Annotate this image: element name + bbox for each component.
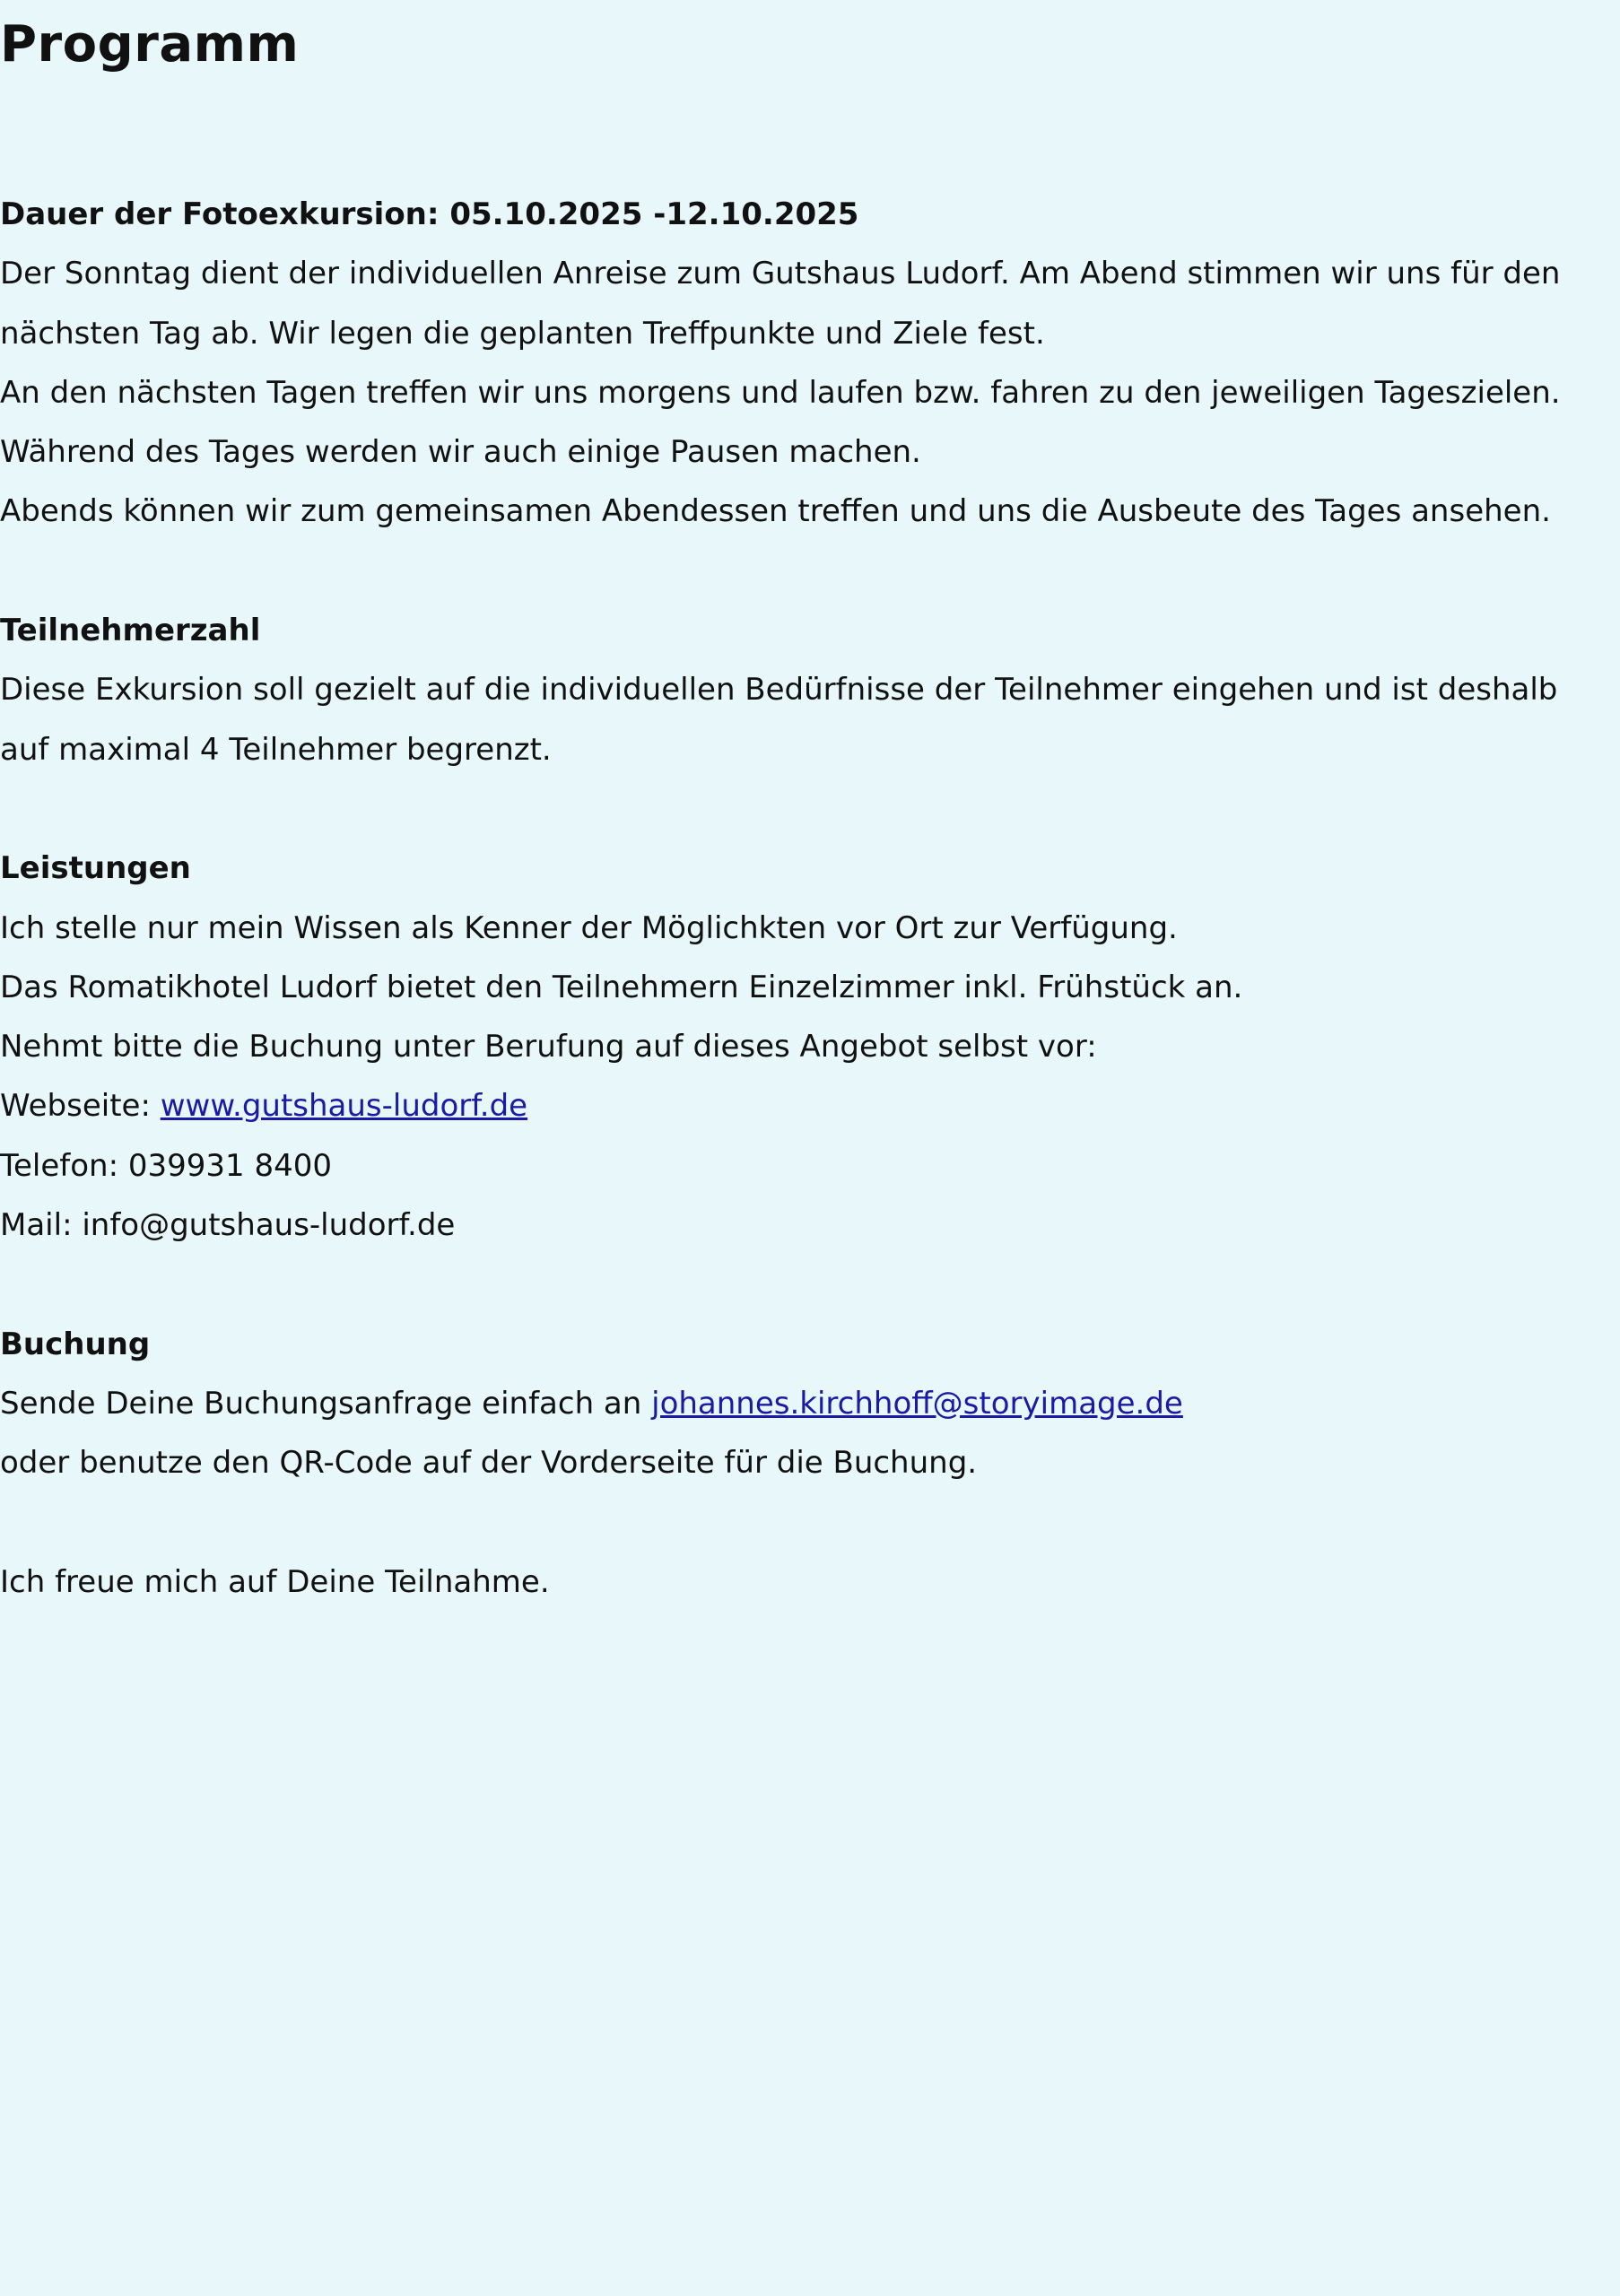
booking-request-prefix: Sende Deine Buchungsanfrage einfach an: [0, 1385, 652, 1422]
booking-heading: Buchung: [0, 1326, 151, 1362]
website-label: Webseite:: [0, 1088, 161, 1125]
duration-line: Während des Tages werden wir auch einige Pausen machen.: [0, 434, 921, 471]
page-title: Programm: [0, 15, 300, 74]
services-heading: Leistungen: [0, 850, 191, 887]
phone-line: Telefon: 039931 8400: [0, 1147, 332, 1184]
booking-request-row: [0, 1374, 1615, 1433]
website-row: [0, 1076, 1615, 1135]
services-line: Das Romatikhotel Ludorf bietet den Teilnehmern Einzelzimmer inkl. Frühstück an.: [0, 969, 1243, 1005]
participants-line: auf maximal 4 Teilnehmer begrenzt.: [0, 731, 552, 768]
program-content: [0, 185, 1615, 1612]
services-line: Ich stelle nur mein Wissen als Kenner der Möglichkten vor Ort zur Verfügung.: [0, 909, 1178, 946]
duration-line: Abends können wir zum gemeinsamen Abendessen treffen und uns die Ausbeute des Tages ansehen.: [0, 493, 1551, 530]
section-spacer: [0, 1493, 1615, 1552]
section-spacer: [0, 779, 1615, 839]
duration-line: nächsten Tag ab. Wir legen die geplanten Treffpunkte und Ziele fest.: [0, 315, 1045, 352]
services-line: Nehmt bitte die Buchung unter Berufung auf dieses Angebot selbst vor:: [0, 1029, 1097, 1065]
mail-line: Mail: info@gutshaus-ludorf.de: [0, 1207, 456, 1244]
duration-line: An den nächsten Tagen treffen wir uns morgens und laufen bzw. fahren zu den jeweiligen Tageszielen.: [0, 374, 1561, 411]
participants-line: Diese Exkursion soll gezielt auf die individuellen Bedürfnisse der Teilnehmer eingehen und ist deshalb: [0, 672, 1558, 709]
booking-email-link[interactable]: johannes.kirchhoff@storyimage.de: [651, 1385, 1183, 1422]
section-spacer: [0, 542, 1615, 601]
website-link[interactable]: www.gutshaus-ludorf.de: [160, 1088, 528, 1125]
section-spacer: [0, 1255, 1615, 1314]
closing-line: Ich freue mich auf Deine Teilnahme.: [0, 1563, 550, 1600]
duration-heading: Dauer der Fotoexkursion: 05.10.2025 -12.10.2025: [0, 196, 859, 232]
participants-heading: Teilnehmerzahl: [0, 613, 261, 649]
duration-line: Der Sonntag dient der individuellen Anreise zum Gutshaus Ludorf. Am Abend stimmen wir uns für den: [0, 256, 1561, 292]
booking-qr-line: oder benutze den QR-Code auf der Vorderseite für die Buchung.: [0, 1445, 978, 1482]
